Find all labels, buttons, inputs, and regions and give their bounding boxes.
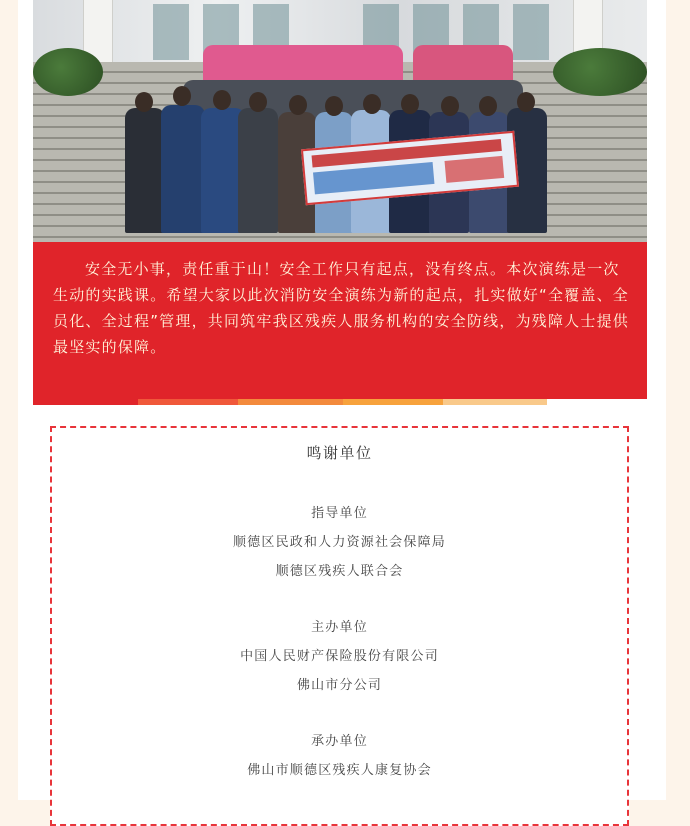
acknowledgements-box: [50, 426, 629, 826]
guide-unit-1: 顺德区民政和人力资源社会保障局: [232, 535, 446, 550]
acknowledgements-title: 鸣谢单位: [306, 444, 373, 462]
right-plants: [553, 48, 647, 96]
summary-paragraph: 安全无小事，责任重于山！安全工作只有起点，没有终点。本次演练是一次生动的实践课。希望大家以此次消防安全演练为新的起点，扎实做好“全覆盖、全员化、全过程”管理，共同筑牢我区残疾人服务机构的安全防线，为残障人士提供最坚实的保障。: [53, 260, 629, 356]
host-unit-1: 中国人民财产保险股份有限公司: [240, 649, 439, 664]
organizer-unit-1: 佛山市顺德区残疾人康复协会: [247, 763, 432, 778]
organizer-heading: 承办单位: [311, 734, 368, 749]
divider-stripe-1: [33, 399, 138, 405]
summary-box: [33, 242, 647, 399]
group-photo: [33, 0, 647, 242]
divider-stripe-4: [343, 399, 443, 405]
divider-stripe-3: [238, 399, 343, 405]
host-unit-2: 佛山市分公司: [296, 678, 383, 693]
guide-unit-2: 顺德区残疾人联合会: [275, 564, 404, 579]
guide-heading: 指导单位: [311, 506, 368, 521]
left-plants: [33, 48, 103, 96]
divider-stripe-5: [443, 399, 547, 405]
host-heading: 主办单位: [311, 620, 368, 635]
divider-stripe-2: [138, 399, 238, 405]
